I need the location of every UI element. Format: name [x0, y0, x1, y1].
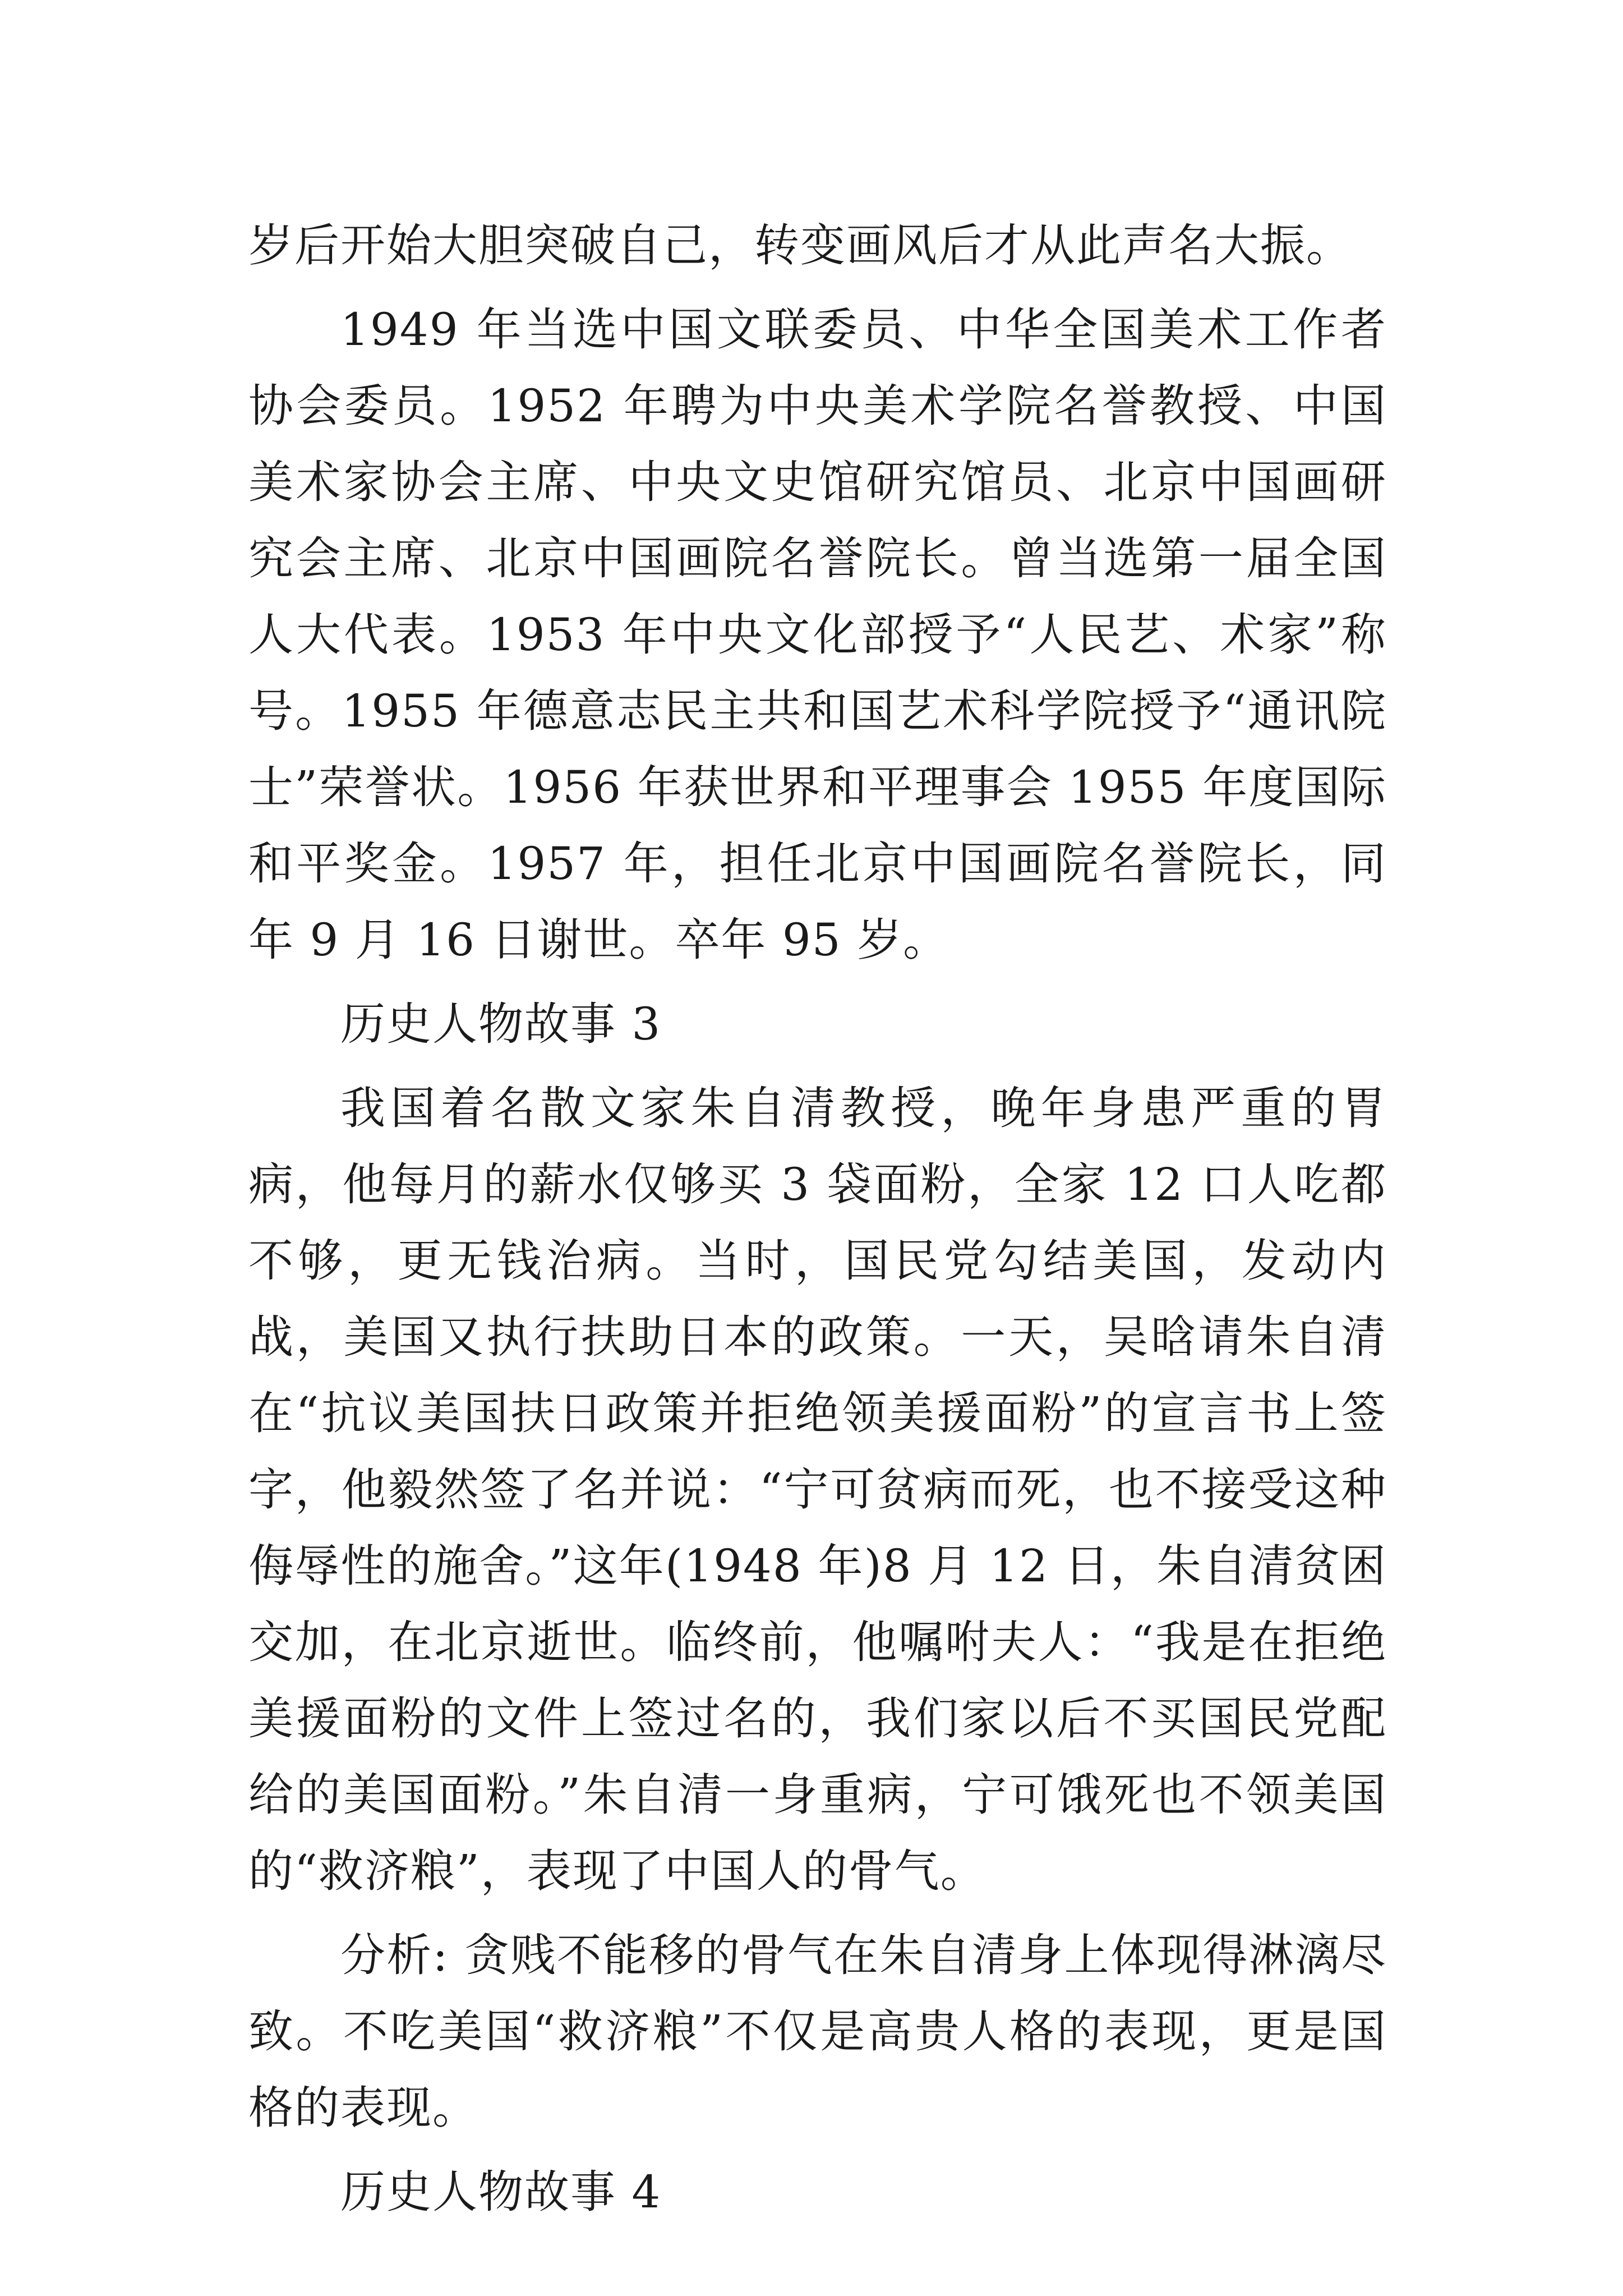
paragraph-continuation: 岁后开始大胆突破自己，转变画风后才从此声名大振。: [248, 219, 1352, 272]
section-heading-story-4: 历史人物故事 4: [340, 2166, 662, 2218]
paragraph-analysis: 分析: 贪贱不能移的骨气在朱自清身上体现得淋漓尽致。不吃美国“救济粮”不仅是高贵人格的表现，更是国格的表现。: [248, 1929, 1387, 2134]
document-page: [248, 208, 1387, 2230]
paragraph-story-3: 我国着名散文家朱自清教授，晚年身患严重的胃病，他每月的薪水仅够买 3 袋面粉，全家 12 口人吃都不够，更无钱治病。当时，国民党勾结美国，发动内战，美国又执行扶助日本的政策。一天，吴晗请朱自清在“抗议美国扶日政策并拒绝领美援面粉”的宣言书上签字，他毅然签了名并说：“宁可贫病而死，也不接受这种侮辱性的施舍。”这年(1948 年)8 月 12 日，朱自清贫困交加，在北京逝世。临终前，他嘱咐夫人：“我是在拒绝美援面粉的文件上签过名的，我们家以后不买国民党配给的美国面粉。”朱自清一身重病，宁可饿死也不领美国的“救济粮”，表现了中国人的骨气。: [248, 1082, 1387, 1897]
section-heading-story-3: 历史人物故事 3: [340, 998, 662, 1050]
paragraph-biography: 1949 年当选中国文联委员、中华全国美术工作者协会委员。1952 年聘为中央美术学院名誉教授、中国美术家协会主席、中央文史馆研究馆员、北京中国画研究会主席、北京中国画院名誉院长。曾当选第一届全国人大代表。1953 年中央文化部授予“人民艺、术家”称号。1955 年德意志民主共和国艺术科学院授予“通讯院士”荣誉状。1956 年获世界和平理事会 1955 年度国际和平奖金。1957 年，担任北京中国画院名誉院长，同年 9 月 16 日谢世。卒年 95 岁。: [248, 303, 1387, 966]
